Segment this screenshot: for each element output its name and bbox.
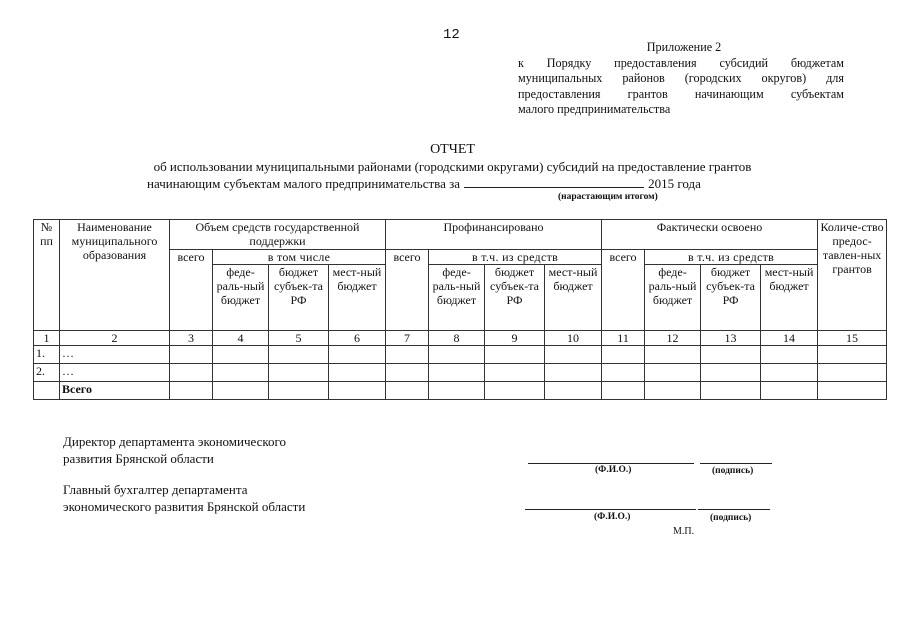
header-num: № пп xyxy=(34,220,60,331)
table-cell[interactable] xyxy=(545,346,602,364)
stamp-place-label: М.П. xyxy=(673,526,695,537)
header-subject: бюджет субъек-та РФ xyxy=(269,265,329,331)
appendix-title: Приложение 2 xyxy=(646,40,722,54)
table-cell[interactable] xyxy=(545,364,602,382)
column-number: 12 xyxy=(645,331,701,346)
header-local: мест-ный бюджет xyxy=(761,265,818,331)
table-cell[interactable] xyxy=(213,364,269,382)
table-cell[interactable] xyxy=(386,346,429,364)
header-volume-total: всего xyxy=(170,250,213,331)
director-fio-line[interactable] xyxy=(528,463,694,464)
director-fio-caption: (Ф.И.О.) xyxy=(595,465,632,475)
header-subject: бюджет субъек-та РФ xyxy=(701,265,761,331)
header-federal: феде-раль-ный бюджет xyxy=(429,265,485,331)
table-cell[interactable] xyxy=(701,364,761,382)
period-text-before: начинающим субъектам малого предпринимательства за xyxy=(147,176,461,191)
header-spent-incl: в т.ч. из средств xyxy=(645,250,818,265)
report-subtitle: об использовании муниципальными районами (городскими округами) субсидий на предоставление грантов xyxy=(153,159,752,174)
header-financed: Профинансировано xyxy=(386,220,602,250)
table-cell[interactable] xyxy=(602,364,645,382)
accountant-fio-line[interactable] xyxy=(525,509,696,510)
header-federal: феде-раль-ный бюджет xyxy=(645,265,701,331)
table-cell[interactable] xyxy=(485,346,545,364)
header-grant-count: Количе-ство предос-тавлен-ных грантов xyxy=(818,220,887,331)
column-number: 13 xyxy=(701,331,761,346)
table-cell[interactable] xyxy=(818,364,887,382)
director-line: Директор департамента экономического xyxy=(63,434,287,449)
header-financed-total: всего xyxy=(386,250,429,331)
appendix-line: к Порядку предоставления субсидий бюджетам xyxy=(518,55,844,70)
column-number: 8 xyxy=(429,331,485,346)
table-cell[interactable] xyxy=(485,364,545,382)
accountant-sign-line[interactable] xyxy=(698,509,770,510)
table-total-row xyxy=(34,382,887,400)
director-sign-line[interactable] xyxy=(700,463,772,464)
table-cell[interactable] xyxy=(170,346,213,364)
table-cell[interactable] xyxy=(386,364,429,382)
column-number: 4 xyxy=(213,331,269,346)
header-subject: бюджет субъек-та РФ xyxy=(485,265,545,331)
director-sign-caption: (подпись) xyxy=(712,466,754,476)
row-name: … xyxy=(60,364,170,382)
header-name: Наименование муниципального образования xyxy=(60,220,170,331)
accountant-title xyxy=(63,481,305,515)
period-text-after: 2015 года xyxy=(648,176,701,191)
table-cell[interactable] xyxy=(602,382,645,400)
accountant-line: экономического развития Брянской области xyxy=(63,499,306,514)
accountant-fio-caption: (Ф.И.О.) xyxy=(594,512,631,522)
report-table xyxy=(33,219,887,400)
table-cell[interactable] xyxy=(761,346,818,364)
table-cell[interactable] xyxy=(429,346,485,364)
table-cell[interactable] xyxy=(170,364,213,382)
table-cell[interactable] xyxy=(269,382,329,400)
header-volume: Объем средств государственной поддержки xyxy=(170,220,386,250)
report-title: ОТЧЕТ xyxy=(430,142,475,157)
appendix-line: малого предпринимательства xyxy=(518,102,671,117)
column-number: 9 xyxy=(485,331,545,346)
appendix-line: муниципальных районов (городских округов) для xyxy=(518,71,844,86)
header-spent: Фактически освоено xyxy=(602,220,818,250)
table-cell[interactable] xyxy=(602,346,645,364)
column-number: 15 xyxy=(818,331,887,346)
table-cell[interactable] xyxy=(329,346,386,364)
appendix-note xyxy=(518,40,844,118)
accountant-line: Главный бухгалтер департамента xyxy=(63,482,248,497)
accountant-sign-caption: (подпись) xyxy=(710,513,752,523)
period-blank-field[interactable] xyxy=(464,175,644,188)
header-volume-incl: в том числе xyxy=(213,250,386,265)
table-cell[interactable] xyxy=(170,382,213,400)
table-cell[interactable] xyxy=(329,382,386,400)
table-cell[interactable] xyxy=(429,364,485,382)
column-number: 11 xyxy=(602,331,645,346)
table-cell xyxy=(34,382,60,400)
total-label: Всего xyxy=(60,382,170,400)
table-cell[interactable] xyxy=(386,382,429,400)
table-cell[interactable] xyxy=(701,346,761,364)
table-cell[interactable] xyxy=(645,382,701,400)
header-local: мест-ный бюджет xyxy=(545,265,602,331)
table-cell[interactable] xyxy=(213,382,269,400)
director-title xyxy=(63,433,286,467)
table-row xyxy=(34,346,887,364)
table-cell[interactable] xyxy=(329,364,386,382)
table-cell[interactable] xyxy=(545,382,602,400)
table-cell[interactable] xyxy=(269,346,329,364)
table-cell[interactable] xyxy=(761,364,818,382)
column-number: 6 xyxy=(329,331,386,346)
column-number: 7 xyxy=(386,331,429,346)
period-note: (нарастающим итогом) xyxy=(558,192,658,202)
table-cell[interactable] xyxy=(213,346,269,364)
table-cell[interactable] xyxy=(269,364,329,382)
row-num: 2. xyxy=(34,364,60,382)
row-num: 1. xyxy=(34,346,60,364)
column-number: 1 xyxy=(34,331,60,346)
row-name: … xyxy=(60,346,170,364)
column-number: 3 xyxy=(170,331,213,346)
table-cell[interactable] xyxy=(485,382,545,400)
column-number: 5 xyxy=(269,331,329,346)
column-number: 10 xyxy=(545,331,602,346)
table-row xyxy=(34,364,887,382)
table-cell[interactable] xyxy=(761,382,818,400)
header-spent-total: всего xyxy=(602,250,645,331)
table-cell[interactable] xyxy=(701,382,761,400)
header-local: мест-ный бюджет xyxy=(329,265,386,331)
table-cell[interactable] xyxy=(645,364,701,382)
appendix-line: предоставления грантов начинающим субъектам xyxy=(518,86,844,101)
table-cell[interactable] xyxy=(429,382,485,400)
table-cell[interactable] xyxy=(818,346,887,364)
table-cell[interactable] xyxy=(818,382,887,400)
table-cell[interactable] xyxy=(645,346,701,364)
header-federal: феде-раль-ный бюджет xyxy=(213,265,269,331)
column-number: 2 xyxy=(60,331,170,346)
column-number: 14 xyxy=(761,331,818,346)
report-period-line xyxy=(147,175,701,192)
director-line: развития Брянской области xyxy=(63,451,214,466)
page-number: 12 xyxy=(443,27,460,43)
header-financed-incl: в т.ч. из средств xyxy=(429,250,602,265)
